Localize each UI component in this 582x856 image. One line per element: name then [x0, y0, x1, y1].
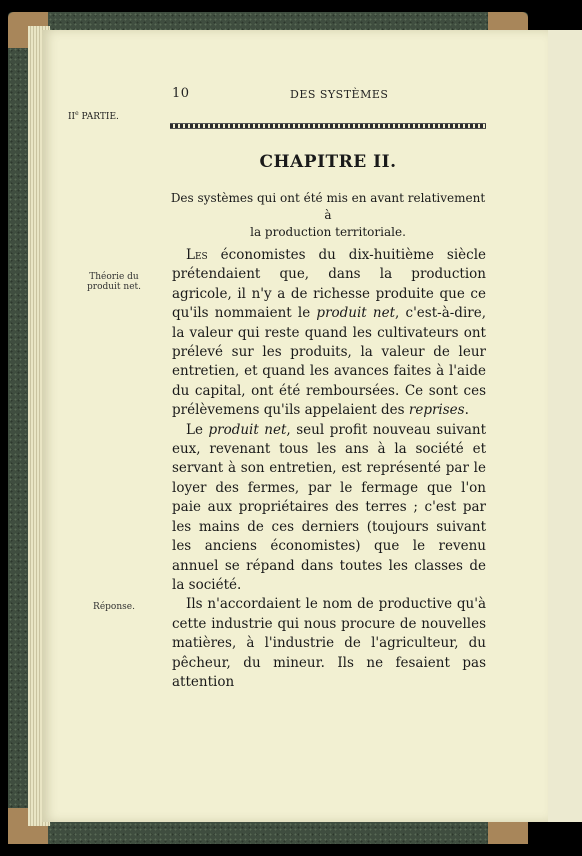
drop-initial: Les	[186, 247, 208, 263]
part-sup: e	[75, 110, 79, 117]
running-header	[130, 86, 460, 106]
italic-run: reprises	[408, 402, 465, 419]
text-run: , c'est-à-dire, la valeur qui reste quand les cultivateurs ont prélevé sur les produits, la valeur de leur entretien, et quand les avances faites à l'aide du capital, ont été remboursées. Ce sont ces prélèvemens qu'ils appelaient des	[172, 305, 486, 419]
body-text	[172, 246, 486, 692]
margin-note-line: Théorie du	[89, 272, 139, 282]
text-run: , seul profit nouveau suivant eux, revenant tous les ans à la société et servant à son entretien, est représenté par le loyer des fermes, par le fermage que l'on paie aux propriétaires des terres ; c'est par les mains de ces derniers (toujours suivant les anciens économistes) que le revenu annuel se répand dans toutes les classes de la société.	[172, 421, 486, 593]
subtitle-line: Des systèmes qui ont été mis en avant relativement à	[170, 191, 486, 222]
paragraph	[172, 246, 486, 421]
chapter-title: CHAPITRE II.	[259, 152, 397, 172]
ornamental-rule	[170, 123, 486, 129]
text-run: économistes du dix-huitième siècle prétendaient que, dans la production agricole, il n'y a de richesse produite que ce qu'ils nommaient le	[172, 247, 486, 322]
margin-note-reponse: Réponse.	[93, 602, 135, 612]
part-numeral: II	[68, 112, 76, 122]
italic-run: produit net	[208, 421, 287, 438]
italic-run: produit net	[316, 305, 396, 322]
part-text: PARTIE.	[78, 112, 119, 122]
page-number: 10	[172, 86, 190, 101]
paragraph	[172, 421, 486, 596]
subtitle-line: la production territoriale.	[250, 225, 406, 239]
facing-page-edge	[546, 30, 582, 822]
margin-note-line: produit net.	[87, 282, 141, 292]
part-label	[68, 110, 119, 122]
text-run: .	[464, 402, 469, 419]
text-run: Le	[186, 421, 209, 438]
chapter-subtitle	[170, 190, 486, 241]
paragraph: Ils n'accordaient le nom de productive qu'à cette industrie qui nous procure de nouvelles matières, à l'industrie de l'agriculteur, du pêcheur, du mineur. Ils ne fesaient pas attention	[172, 596, 486, 690]
margin-note-produit-net	[66, 272, 162, 292]
running-title: DES SYSTÈMES	[290, 88, 389, 101]
